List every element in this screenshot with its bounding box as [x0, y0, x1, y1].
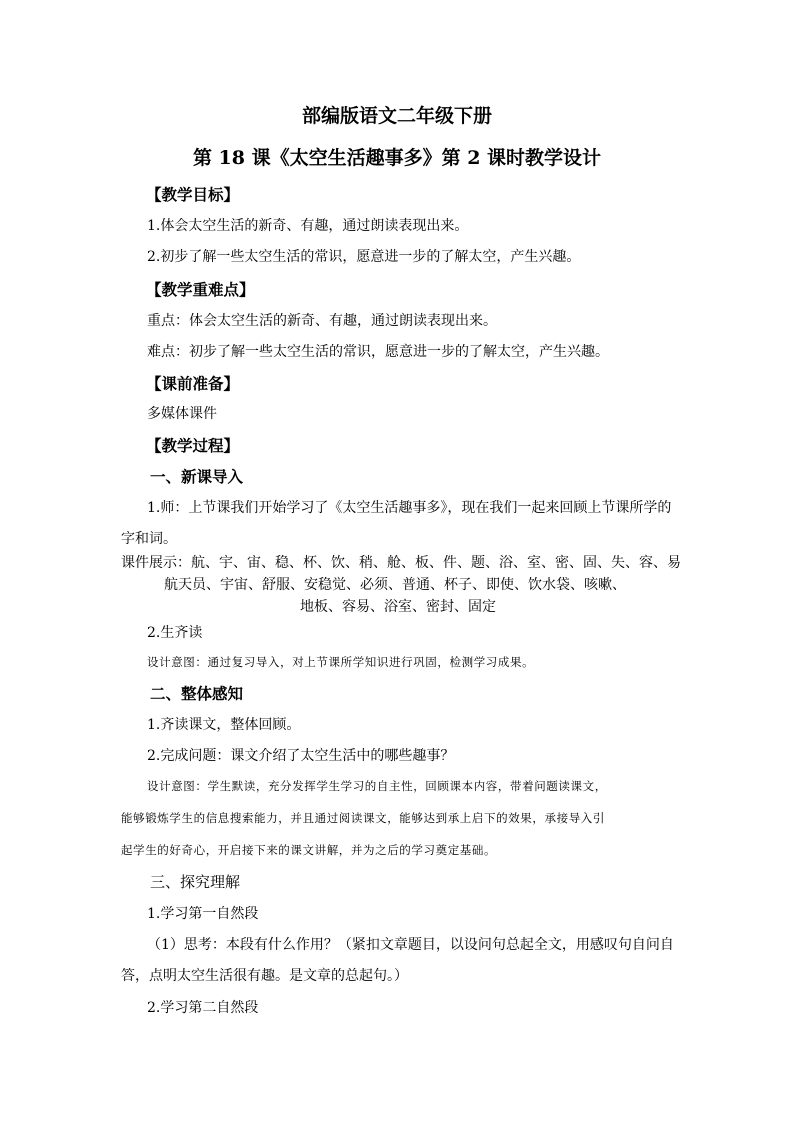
courseware-line-1: 课件展示：航、宇、宙、稳、杯、饮、稍、舱、板、件、题、浴、室、密、固、失、容、易 — [121, 555, 681, 571]
difficult-point: 难点：初步了解一些太空生活的常识，愿意进一步的了解太空，产生兴趣。 — [147, 344, 609, 360]
explore-sub-1-line-1: （1）思考：本段有什么作用？（紧扣文章题目，以设问句总起全文，用感叹句自问自 — [147, 937, 674, 953]
goal-item-1: 1.体会太空生活的新奇、有趣，通过朗读表现出来。 — [147, 218, 469, 234]
explore-item-1: 1.学习第一自然段 — [147, 906, 259, 922]
section-heading-explore: 三、探究理解 — [150, 873, 241, 891]
intro-item-2: 2.生齐读 — [147, 625, 203, 641]
explore-item-2: 2.学习第二自然段 — [147, 1000, 259, 1016]
process-heading: 【教学过程】 — [146, 436, 240, 455]
goals-heading: 【教学目标】 — [146, 185, 240, 204]
overview-item-1: 1.齐读课文，整体回顾。 — [147, 717, 301, 733]
section-heading-intro: 一、新课导入 — [150, 467, 244, 486]
preparation-text: 多媒体课件 — [147, 406, 217, 422]
lesson-title: 第 18 课《太空生活趣事多》第 2 课时教学设计 — [192, 147, 602, 169]
design-note-overview-line-1: 设计意图：学生默读，充分发挥学生学习的自主性，回顾课本内容，带着问题读课文， — [147, 779, 607, 793]
intro-item-1-line-2: 字和词。 — [121, 531, 177, 547]
preparation-heading: 【课前准备】 — [146, 374, 240, 393]
section-heading-overview: 二、整体感知 — [150, 684, 244, 703]
overview-item-2: 2.完成问题：课文介绍了太空生活中的哪些趣事？ — [147, 748, 455, 764]
design-note-overview-line-3: 起学生的好奇心，开启接下来的课文讲解，并为之后的学习奠定基础。 — [121, 843, 497, 857]
key-points-heading: 【教学重难点】 — [146, 280, 255, 299]
courseware-line-2: 航天员、宇宙、舒服、安稳觉、必须、普通、杯子、即使、饮水袋、咳嗽、 — [164, 577, 626, 593]
explore-sub-1-line-2: 答，点明太空生活很有趣。是文章的总起句。） — [121, 968, 408, 984]
courseware-line-3: 地板、容易、浴室、密封、固定 — [300, 599, 496, 615]
intro-item-1-line-1: 1.师：上节课我们开始学习了《太空生活趣事多》，现在我们一起来回顾上节课所学的 — [147, 500, 672, 516]
key-point: 重点：体会太空生活的新奇、有趣，通过朗读表现出来。 — [147, 313, 497, 329]
design-note-overview-line-2: 能够锻炼学生的信息搜索能力，并且通过阅读课文，能够达到承上启下的效果，承接导入引 — [121, 811, 605, 825]
document-title: 部编版语文二年级下册 — [301, 105, 492, 127]
design-note-intro: 设计意图：通过复习导入，对上节课所学知识进行巩固，检测学习成果。 — [147, 655, 535, 669]
goal-item-2: 2.初步了解一些太空生活的常识，愿意进一步的了解太空，产生兴趣。 — [147, 249, 581, 265]
